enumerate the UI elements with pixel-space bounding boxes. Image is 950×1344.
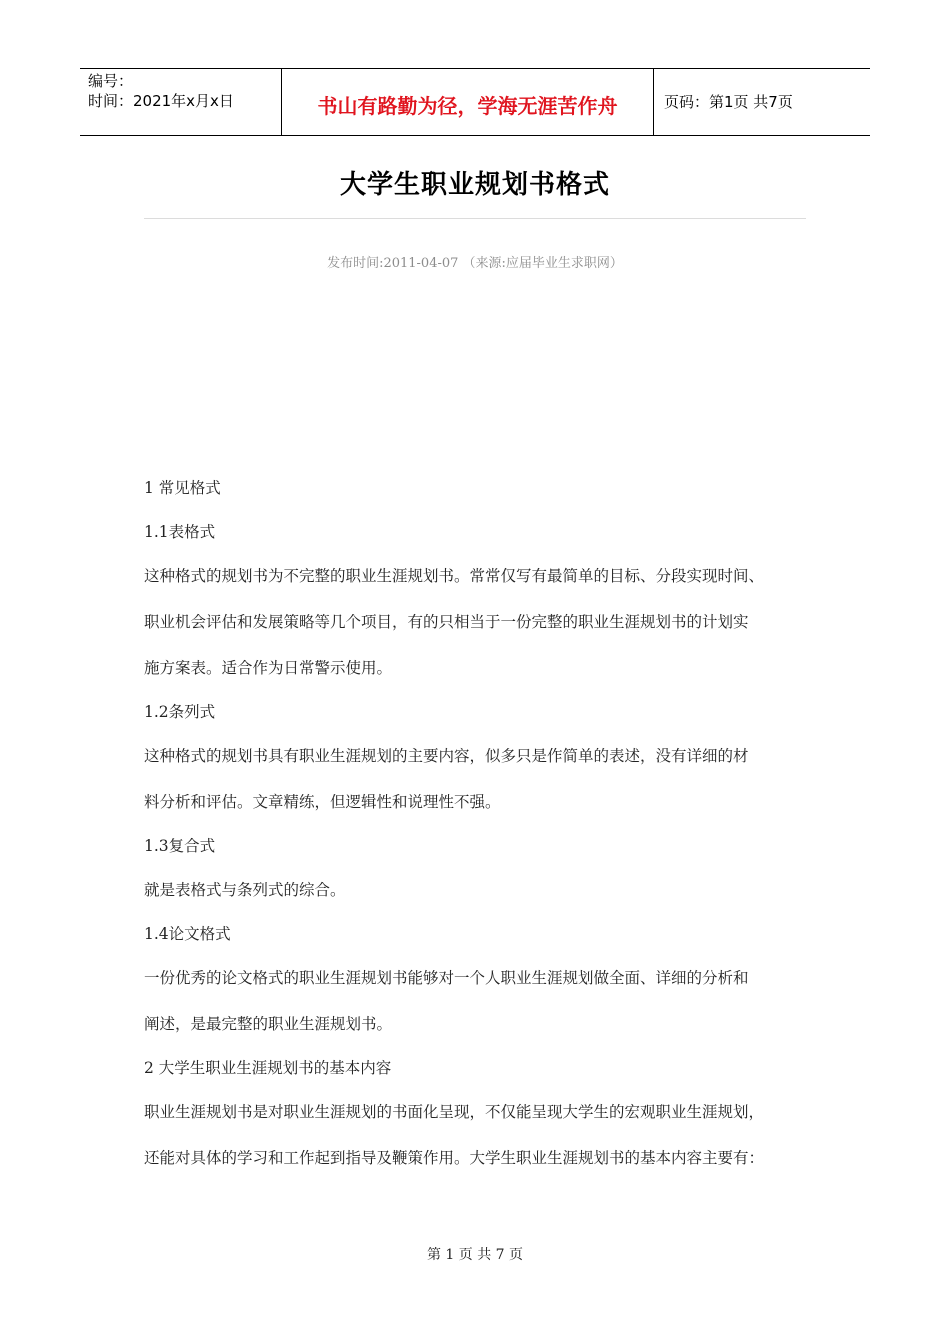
paragraph-line: 料分析和评估。文章精练，但逻辑性和说理性不强。 <box>144 793 501 811</box>
article-body <box>144 474 810 1190</box>
subsection-heading-1-2: 1.2条列式 <box>144 703 216 721</box>
subsection-heading-1-3: 1.3复合式 <box>144 837 216 855</box>
paragraph-line: 这种格式的规划书具有职业生涯规划的主要内容，似多只是作简单的表述，没有详细的材 <box>144 747 749 765</box>
header-table <box>80 68 870 136</box>
paragraph-line: 还能对具体的学习和工作起到指导及鞭策作用。大学生职业生涯规划书的基本内容主要有： <box>144 1149 765 1167</box>
paragraph-line: 就是表格式与条列式的综合。 <box>144 881 346 899</box>
paragraph-line: 职业机会评估和发展策略等几个项目，有的只相当于一份完整的职业生涯规划书的计划实 <box>144 613 749 631</box>
paragraph-line: 一份优秀的论文格式的职业生涯规划书能够对一个人职业生涯规划做全面、详细的分析和 <box>144 969 749 987</box>
subsection-heading-1-1: 1.1表格式 <box>144 523 216 541</box>
publish-meta: 发布时间:2011-04-07 （来源:应届毕业生求职网） <box>327 256 623 271</box>
header-page-info: 页码：第1页 共7页 <box>664 92 793 111</box>
page-title: 大学生职业规划书格式 <box>339 170 610 200</box>
paragraph-line: 职业生涯规划书是对职业生涯规划的书面化呈现，不仅能呈现大学生的宏观职业生涯规划， <box>144 1103 765 1121</box>
section-heading-2: 2 大学生职业生涯规划书的基本内容 <box>144 1059 392 1077</box>
time-label: 时间：2021年x月x日 <box>88 92 234 110</box>
number-label: 编号： <box>88 72 134 90</box>
page-footer: 第 1 页 共 7 页 <box>426 1247 524 1263</box>
header-left-cell <box>80 69 282 135</box>
subsection-heading-1-4: 1.4论文格式 <box>144 925 231 943</box>
section-heading-1: 1 常见格式 <box>144 479 221 497</box>
paragraph-line: 这种格式的规划书为不完整的职业生涯规划书。常常仅写有最简单的目标、分段实现时间、 <box>144 567 765 585</box>
header-motto: 书山有路勤为径，学海无涯苦作舟 <box>282 69 654 135</box>
paragraph-line: 施方案表。适合作为日常警示使用。 <box>144 659 393 677</box>
title-divider <box>144 218 806 219</box>
paragraph-line: 阐述，是最完整的职业生涯规划书。 <box>144 1015 393 1033</box>
